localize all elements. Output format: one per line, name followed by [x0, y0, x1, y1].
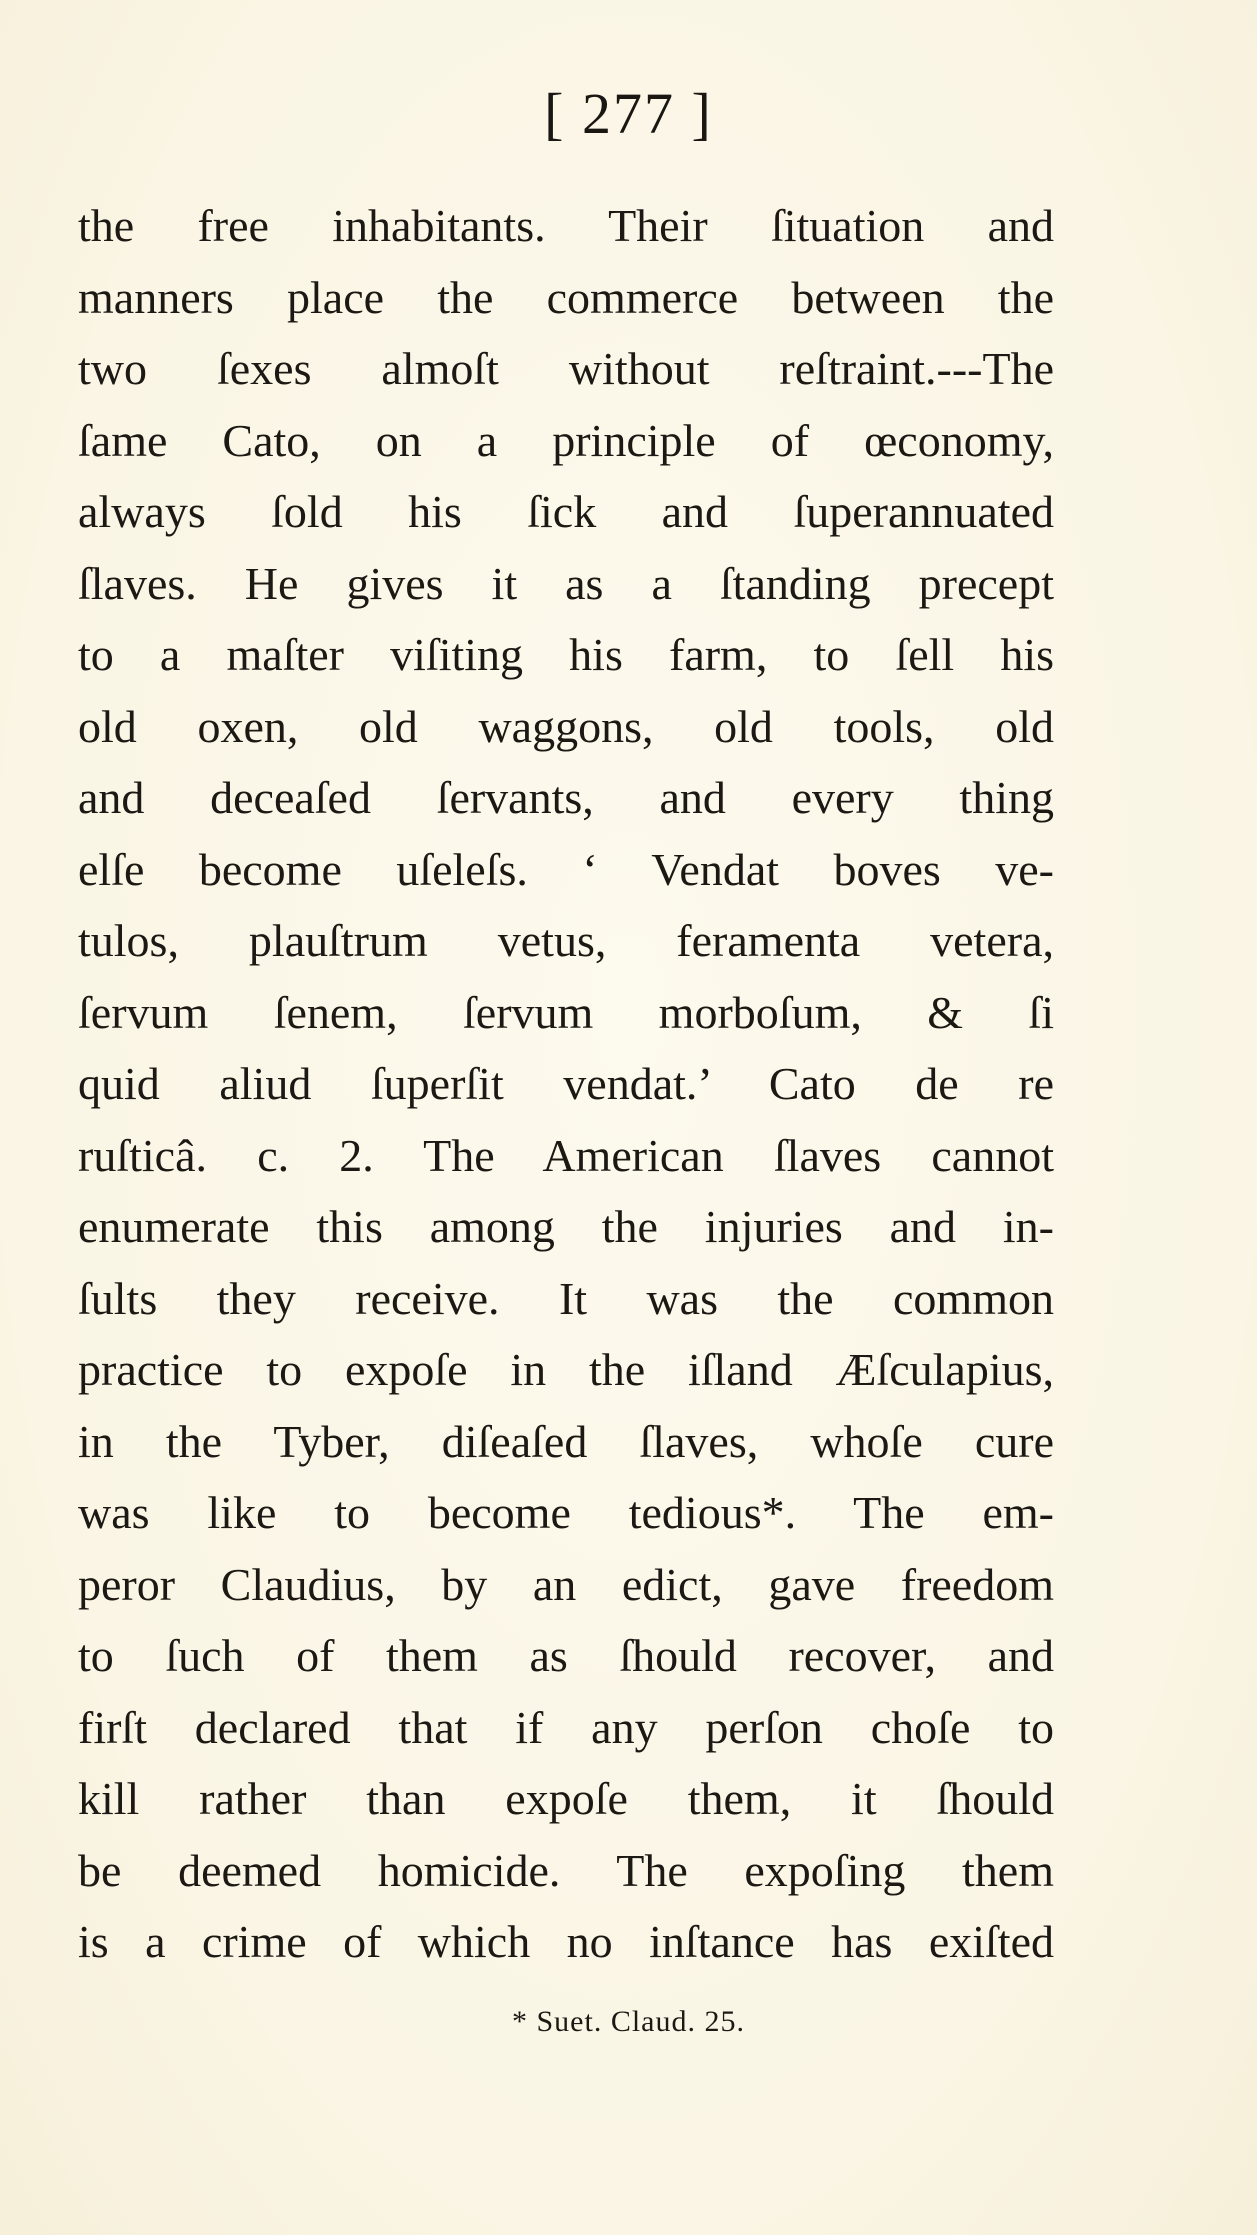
- text-line: is a crime of which no inſtance has exiſted: [78, 1916, 1054, 1967]
- text-line: was like to become tedious*. The em-: [78, 1487, 1054, 1538]
- body-text: [78, 190, 1054, 1978]
- text-line: elſe become uſeleſs. ‘ Vendat boves ve-: [78, 843, 1054, 895]
- text-line: manners place the commerce between the: [78, 271, 1054, 323]
- text-line: quid aliud ſuperſit vendat.’ Cato de re: [78, 1058, 1054, 1109]
- text-line: practice to expoſe in the iſland Æſculapius,: [78, 1344, 1054, 1395]
- text-line: in the Tyber, diſeaſed ſlaves, whoſe cure: [78, 1415, 1054, 1467]
- text-line: ſlaves. He gives it as a ſtanding precept: [78, 557, 1054, 609]
- text-line: enumerate this among the injuries and in-: [78, 1201, 1054, 1252]
- text-line: to ſuch of them as ſhould recover, and: [78, 1630, 1054, 1681]
- text-line: tulos, plauſtrum vetus, feramenta vetera,: [78, 915, 1054, 966]
- text-line: ruſticâ. c. 2. The American ſlaves cannot: [78, 1129, 1054, 1181]
- page-number: [ 277 ]: [544, 81, 713, 146]
- text-line: be deemed homicide. The expoſing them: [78, 1844, 1054, 1896]
- text-line: firſt declared that if any perſon choſe to: [78, 1701, 1054, 1753]
- text-line: always ſold his ſick and ſuperannuated: [78, 486, 1054, 537]
- text-line: old oxen, old waggons, old tools, old: [78, 700, 1054, 752]
- text-line: two ſexes almoſt without reſtraint.---The: [78, 343, 1054, 394]
- text-line: peror Claudius, by an edict, gave freedom: [78, 1558, 1054, 1610]
- text-line: kill rather than expoſe them, it ſhould: [78, 1773, 1054, 1824]
- footnote: * Suet. Claud. 25.: [512, 2005, 745, 2038]
- text-line: and deceaſed ſervants, and every thing: [78, 772, 1054, 823]
- text-line: ſults they receive. It was the common: [78, 1272, 1054, 1324]
- text-line: to a maſter viſiting his farm, to ſell his: [78, 629, 1054, 680]
- text-line: the free inhabitants. Their ſituation and: [78, 200, 1054, 251]
- text-line: ſervum ſenem, ſervum morboſum, & ſi: [78, 986, 1054, 1038]
- text-line: ſame Cato, on a principle of œconomy,: [78, 414, 1054, 466]
